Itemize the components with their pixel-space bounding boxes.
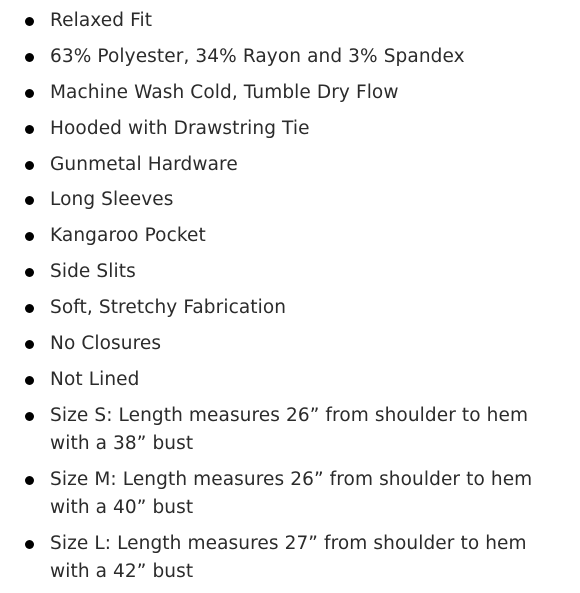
bullet-icon: [25, 53, 34, 62]
bullet-icon: [25, 412, 34, 421]
feature-text: Size L: Length measures 27” from shoulder to hem with a 42” bust: [50, 532, 527, 582]
feature-item-slits: [0, 258, 580, 286]
bullet-icon: [25, 268, 34, 277]
feature-item-fabrication: [0, 294, 580, 322]
feature-item-size-s: [0, 402, 580, 458]
feature-text: 63% Polyester, 34% Rayon and 3% Spandex: [50, 45, 465, 67]
feature-text: Size M: Length measures 26” from shoulder to hem with a 40” bust: [50, 468, 533, 518]
feature-item-care: [0, 79, 580, 107]
feature-text: Side Slits: [50, 261, 136, 283]
feature-item-hardware: [0, 151, 580, 179]
feature-item-closures: [0, 330, 580, 358]
bullet-icon: [25, 89, 34, 98]
feature-text: Soft, Stretchy Fabrication: [50, 297, 287, 319]
feature-item-relaxed-fit: [0, 7, 580, 35]
feature-text: Gunmetal Hardware: [50, 153, 238, 175]
feature-text: Hooded with Drawstring Tie: [50, 117, 310, 139]
bullet-icon: [25, 376, 34, 385]
feature-item-lining: [0, 366, 580, 394]
feature-item-sleeves: [0, 186, 580, 214]
bullet-icon: [25, 304, 34, 313]
feature-text: Long Sleeves: [50, 189, 174, 211]
bullet-icon: [25, 196, 34, 205]
bullet-icon: [25, 232, 34, 241]
bullet-icon: [25, 161, 34, 170]
bullet-icon: [25, 476, 34, 485]
feature-item-material: [0, 43, 580, 71]
bullet-icon: [25, 540, 34, 549]
feature-item-size-m: [0, 466, 580, 522]
product-feature-list: [0, 7, 580, 593]
feature-text: Size S: Length measures 26” from shoulder to hem with a 38” bust: [50, 404, 529, 454]
feature-item-pocket: [0, 222, 580, 250]
feature-item-hood: [0, 115, 580, 143]
bullet-icon: [25, 340, 34, 349]
feature-text: No Closures: [50, 333, 162, 355]
bullet-icon: [25, 17, 34, 26]
feature-text: Not Lined: [50, 368, 140, 390]
feature-item-size-l: [0, 530, 580, 586]
feature-text: Relaxed Fit: [50, 10, 153, 31]
bullet-icon: [25, 125, 34, 134]
feature-text: Kangaroo Pocket: [50, 225, 206, 247]
feature-text: Machine Wash Cold, Tumble Dry Flow: [50, 81, 399, 103]
